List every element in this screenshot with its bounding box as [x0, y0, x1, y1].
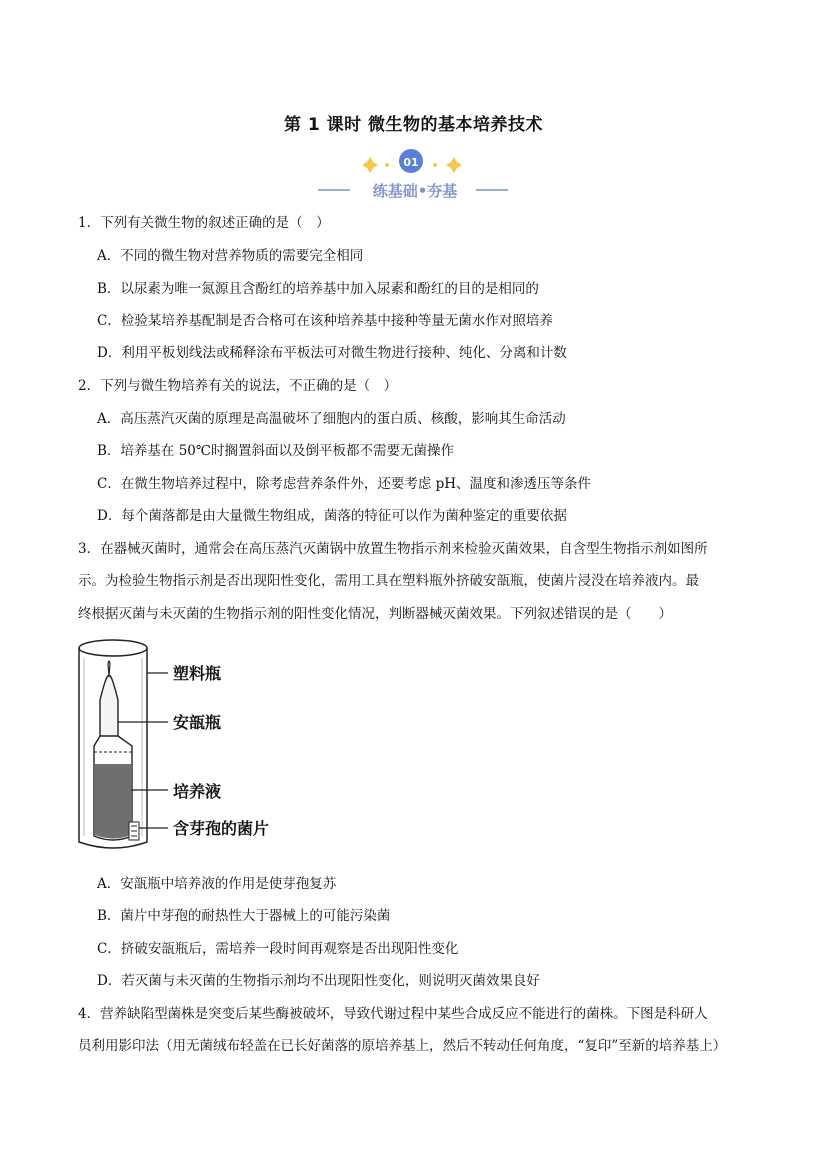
- option-d: D．若灭菌与未灭菌的生物指示剂均不出现阳性变化，则说明灭菌效果良好: [97, 973, 540, 989]
- option-b: B．以尿素为唯一氮源且含酚红的培养基中加入尿素和酚红的目的是相同的: [97, 281, 539, 297]
- question-stem: 3．在器械灭菌时，通常会在高压蒸汽灭菌锅中放置生物指示剂来检验灭菌效果，自含型生物指示剂如图所: [78, 541, 708, 557]
- section-badge: [310, 146, 520, 202]
- label-spore-strip: 含芽孢的菌片: [173, 819, 270, 838]
- option-b: B．菌片中芽孢的耐热性大于器械上的可能污染菌: [97, 908, 391, 924]
- option-d: D．利用平板划线法或稀释涂布平板法可对微生物进行接种、纯化、分离和计数: [97, 345, 567, 361]
- option-a: A．不同的微生物对营养物质的需要完全相同: [97, 248, 364, 264]
- badge-text: 练基础•夯基: [372, 182, 458, 200]
- label-plastic-bottle: 塑料瓶: [173, 664, 222, 683]
- question-stem: 4．营养缺陷型菌株是突变后某些酶被破坏，导致代谢过程中某些合成反应不能进行的菌株。下图是科研人: [78, 1006, 708, 1022]
- question-stem: 员利用影印法（用无菌绒布轻盖在已长好菌落的原培养基上，然后不转动任何角度，“复印”至新的培养基上）: [78, 1038, 727, 1054]
- option-b: B．培养基在 50℃时搁置斜面以及倒平板都不需要无菌操作: [97, 443, 454, 459]
- bottle-cap: [79, 640, 147, 656]
- label-ampoule: 安瓿瓶: [173, 713, 222, 732]
- option-a: A．安瓿瓶中培养液的作用是使芽孢复苏: [97, 876, 337, 892]
- dot-icon: [433, 163, 437, 167]
- question-stem: 示。为检验生物指示剂是否出现阳性变化，需用工具在塑料瓶外挤破安瓿瓶，使菌片浸没在培养液内。最: [78, 573, 699, 589]
- dot-icon: [385, 163, 389, 167]
- bio-indicator-figure: [76, 636, 336, 858]
- culture-liquid: [95, 764, 131, 839]
- question-stem: 1．下列有关微生物的叙述正确的是（ ）: [78, 215, 330, 231]
- ampoule: [100, 676, 118, 737]
- badge-number: 01: [403, 156, 419, 169]
- option-a: A．高压蒸汽灭菌的原理是高温破坏了细胞内的蛋白质、核酸，影响其生命活动: [97, 411, 566, 427]
- option-c: C．挤破安瓿瓶后，需培养一段时间再观察是否出现阳性变化: [97, 941, 459, 957]
- star-icon: [362, 157, 378, 173]
- option-c: C．在微生物培养过程中，除考虑营养条件外，还要考虑 pH、温度和渗透压等条件: [97, 476, 592, 492]
- option-c: C．检验某培养基配制是否合格可在该种培养基中接种等量无菌水作对照培养: [97, 313, 553, 329]
- question-stem: 终根据灭菌与未灭菌的生物指示剂的阳性变化情况，判断器械灭菌效果。下列叙述错误的是（ ）: [78, 606, 672, 622]
- page-title: 第 1 课时 微生物的基本培养技术: [283, 115, 544, 135]
- option-d: D．每个菌落都是由大量微生物组成，菌落的特征可以作为菌种鉴定的重要依据: [97, 508, 567, 524]
- star-icon: [446, 157, 462, 173]
- question-stem: 2．下列与微生物培养有关的说法，不正确的是（ ）: [78, 378, 398, 394]
- label-culture-liquid: 培养液: [173, 782, 222, 801]
